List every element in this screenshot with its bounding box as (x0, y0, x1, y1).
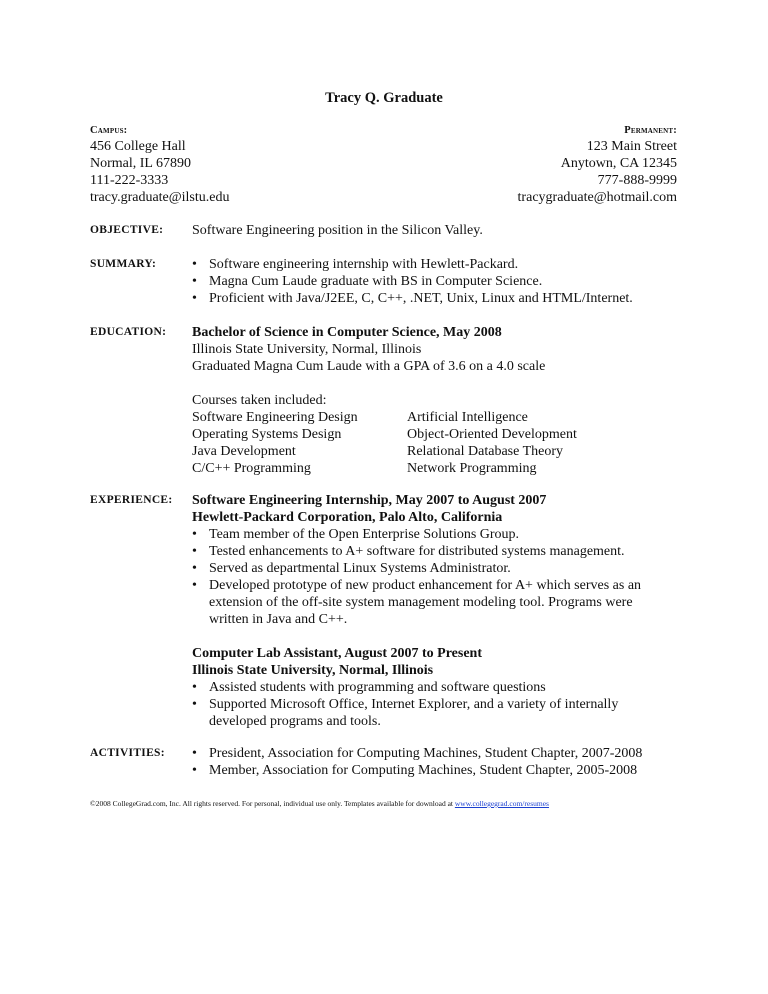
honors-text: Graduated Magna Cum Laude with a GPA of 3.6 on a 4.0 scale (192, 359, 546, 374)
list-item (192, 696, 682, 730)
course-item: Artificial Intelligence (407, 410, 528, 425)
degree-title: Bachelor of Science in Computer Science, May 2008 (192, 325, 502, 340)
permanent-street: 123 Main Street (586, 139, 677, 154)
permanent-heading: Permanent: (624, 125, 677, 136)
duty-text: developed programs and tools. (209, 714, 381, 729)
list-item (192, 745, 682, 762)
course-item: Operating Systems Design (192, 427, 342, 442)
duty-text: Supported Microsoft Office, Internet Explorer, and a variety of internally (209, 697, 619, 712)
list-item (192, 679, 682, 696)
summary-item-text: Software engineering internship with Hewlett-Packard. (209, 257, 519, 272)
courses-heading: Courses taken included: (192, 393, 327, 408)
bullet-icon: • (192, 257, 197, 272)
duty-text: extension of the off-site system management modeling tool. Programs were (209, 595, 633, 610)
course-item: Java Development (192, 444, 296, 459)
course-item: C/C++ Programming (192, 461, 311, 476)
list-item (192, 273, 682, 290)
bullet-icon: • (192, 680, 197, 695)
campus-address (90, 124, 230, 206)
footer-copyright (90, 795, 549, 812)
spacer (192, 375, 682, 392)
footer-text: ©2008 CollegeGrad.com, Inc. All rights reserved. For personal, individual use only. Templates available for download at (90, 799, 455, 808)
campus-heading: Campus: (90, 125, 128, 136)
job-title: Software Engineering Internship, May 2007 to August 2007 (192, 493, 547, 508)
summary-item-text: Magna Cum Laude graduate with BS in Computer Science. (209, 274, 543, 289)
permanent-email: tracygraduate@hotmail.com (517, 190, 677, 205)
objective-text: Software Engineering position in the Silicon Valley. (192, 223, 483, 238)
activity-text: President, Association for Computing Machines, Student Chapter, 2007-2008 (209, 746, 643, 761)
permanent-address (518, 124, 677, 206)
list-item (192, 762, 682, 779)
campus-phone: 111-222-3333 (90, 173, 169, 188)
bullet-icon: • (192, 697, 197, 712)
course-item: Software Engineering Design (192, 410, 358, 425)
school-name: Illinois State University, Normal, Illinois (192, 342, 422, 357)
footer-link[interactable]: www.collegegrad.com/resumes (454, 799, 549, 808)
bullet-icon: • (192, 544, 197, 559)
education-label: EDUCATION: (90, 326, 167, 338)
bullet-icon: • (192, 763, 197, 778)
campus-city: Normal, IL 67890 (90, 156, 191, 171)
course-item: Relational Database Theory (407, 444, 564, 459)
bullet-icon: • (192, 527, 197, 542)
list-item (192, 560, 682, 577)
list-item (192, 290, 682, 307)
duty-text: Tested enhancements to A+ software for distributed systems management. (209, 544, 625, 559)
bullet-icon: • (192, 746, 197, 761)
list-item (192, 577, 682, 628)
duty-text: Developed prototype of new product enhancement for A+ which serves as an (209, 578, 642, 593)
duty-text: Assisted students with programming and software questions (209, 680, 546, 695)
candidate-name: Tracy Q. Graduate (325, 90, 443, 106)
course-item: Network Programming (407, 461, 537, 476)
list-item (192, 256, 682, 273)
duty-text: written in Java and C++. (209, 612, 348, 627)
duty-text: Served as departmental Linux Systems Administrator. (209, 561, 511, 576)
courses-grid (192, 409, 682, 477)
permanent-phone: 777-888-9999 (597, 173, 677, 188)
job-company: Illinois State University, Normal, Illinois (192, 663, 434, 678)
activity-text: Member, Association for Computing Machines, Student Chapter, 2005-2008 (209, 763, 638, 778)
bullet-icon: • (192, 561, 197, 576)
activities-label: ACTIVITIES: (90, 747, 165, 759)
bullet-icon: • (192, 291, 197, 306)
job-title: Computer Lab Assistant, August 2007 to Present (192, 646, 483, 661)
campus-email: tracy.graduate@ilstu.edu (90, 190, 230, 205)
permanent-city: Anytown, CA 12345 (560, 156, 677, 171)
duty-text: Team member of the Open Enterprise Solutions Group. (209, 527, 520, 542)
summary-list (192, 256, 682, 307)
bullet-icon: • (192, 274, 197, 289)
summary-label: SUMMARY: (90, 258, 157, 270)
campus-street: 456 College Hall (90, 139, 186, 154)
bullet-icon: • (192, 578, 197, 593)
spacer (192, 628, 682, 645)
list-item (192, 543, 682, 560)
objective-label: OBJECTIVE: (90, 224, 164, 236)
job-duties-list (192, 526, 682, 628)
experience-label: EXPERIENCE: (90, 494, 173, 506)
activities-list (192, 745, 682, 779)
summary-item-text: Proficient with Java/J2EE, C, C++, .NET, Unix, Linux and HTML/Internet. (209, 291, 633, 306)
job-duties-list (192, 679, 682, 730)
job-company: Hewlett-Packard Corporation, Palo Alto, California (192, 510, 503, 525)
course-item: Object-Oriented Development (407, 427, 577, 442)
list-item (192, 526, 682, 543)
